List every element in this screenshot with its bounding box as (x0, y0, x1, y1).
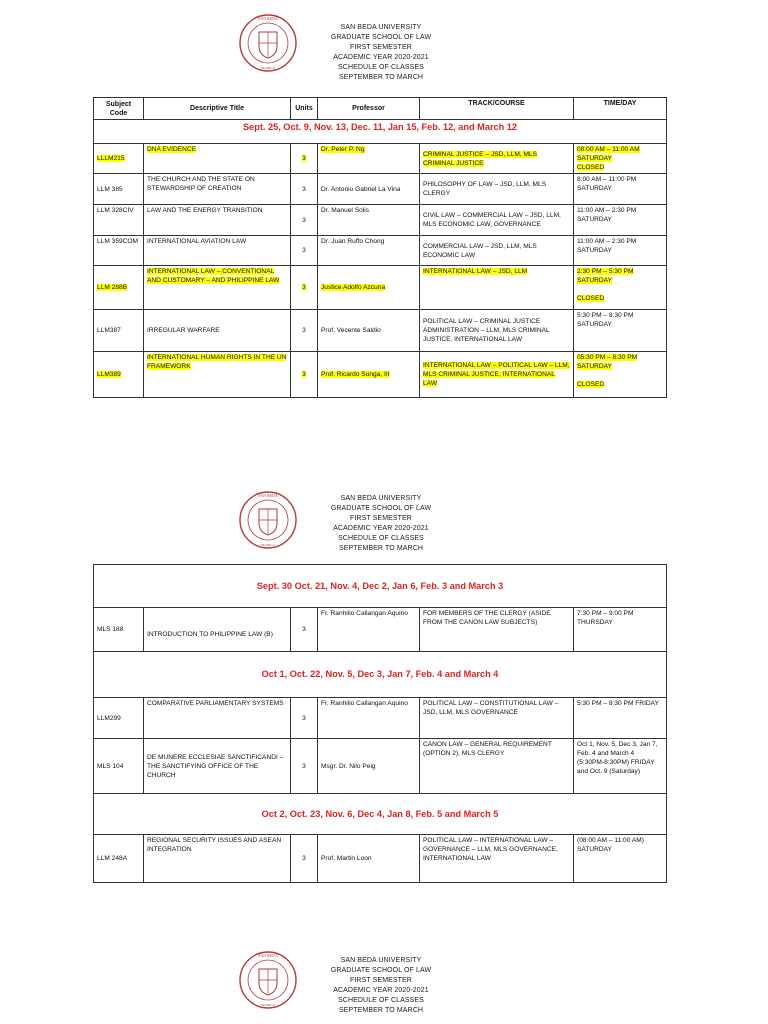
subject-code: LLM 328CIV (94, 205, 144, 236)
subject-code: LLLM215 (97, 155, 125, 162)
subject-code: LLM 288B (97, 284, 128, 291)
professor: Prof. Vecente Saldio (318, 310, 420, 352)
header-line: GRADUATE SCHOOL OF LAW (330, 505, 432, 513)
subject-code: LLM 248A (94, 835, 144, 883)
header-line: GRADUATE SCHOOL OF LAW (330, 967, 432, 975)
header-line: FIRST SEMESTER (350, 515, 412, 523)
table-row (94, 205, 667, 236)
svg-text:MANILA: MANILA (261, 543, 275, 547)
table-row (94, 739, 667, 794)
time-day: 11:00 AM – 2:30 PM SATURDAY (574, 205, 667, 236)
time-day: Oct 1, Nov. 5, Dec 3, Jan 7, Feb. 4 and March 4 (5:30PM-8:30PM) FRIDAY and Oct. 9 (Saturday) (574, 739, 667, 794)
table-row (94, 144, 667, 174)
header-line: SCHEDULE OF CLASSES (338, 997, 424, 1005)
units: 3 (302, 371, 306, 378)
course-title: INTERNATIONAL AVIATION LAW (144, 236, 291, 266)
table-row (94, 236, 667, 266)
header-line: SCHEDULE OF CLASSES (338, 535, 424, 543)
table-row (94, 608, 667, 652)
units: 3 (291, 310, 318, 352)
time-day: 7:30 PM – 9:00 PM THURSDAY (574, 608, 667, 652)
track: POLITICAL LAW – INTERNATIONAL LAW – GOVERNANCE – LLM, MLS GOVERNANCE, INTERNATIONAL LAW (420, 835, 574, 883)
subject-code: LLM 359COM (94, 236, 144, 266)
time-day: 5:30 PM – 8:30 PM SATURDAY (574, 310, 667, 352)
professor: Dr. Juan Ruffo Chong (318, 236, 420, 266)
time-day: 8:00 AM – 11:00 PM SATURDAY (574, 174, 667, 205)
header-line: SEPTEMBER TO MARCH (339, 1007, 423, 1015)
professor: Prof. Martin Loon (318, 835, 420, 883)
professor: Justice Adolfo Azcuna (321, 284, 386, 291)
time-day: 08:00 AM – 11:00 AM SATURDAY (577, 146, 640, 162)
date-banner: Sept. 25, Oct. 9, Nov. 13, Dec. 11, Jan 15, Feb. 12, and March 12 (94, 120, 667, 144)
units: 3 (291, 698, 318, 739)
date-banner: Oct 1, Oct. 22, Nov. 5, Dec 3, Jan 7, Feb. 4 and March 4 (94, 652, 667, 698)
track: PHILOSOPHY OF LAW – JSD, LLM, MLS CLERGY (420, 174, 574, 205)
header-line: GRADUATE SCHOOL OF LAW (330, 34, 432, 42)
professor: Dr. Peter P. Ng (321, 146, 365, 153)
professor: Prof. Ricardo Sunga, III (321, 371, 390, 378)
svg-text:MANILA: MANILA (261, 1003, 275, 1007)
col-header: Descriptive Title (144, 98, 291, 120)
university-seal (238, 942, 298, 1018)
professor: Dr. Antonio Gabriel La Vina (318, 174, 420, 205)
course-title: INTRODUCTION TO PHILIPPINE LAW (B) (144, 608, 291, 652)
header-line: ACADEMIC YEAR 2020-2021 (333, 987, 429, 995)
page-header (0, 5, 768, 85)
col-header: TRACK/COURSE (420, 98, 574, 120)
header-line: SAN BEDA UNIVERSITY (340, 957, 422, 964)
table-row (94, 310, 667, 352)
subject-code: LLM387 (94, 310, 144, 352)
track: INTERNATIONAL LAW – POLITICAL LAW – LLM, MLS CRIMINAL JUSTICE, INTERNATIONAL LAW (423, 362, 570, 387)
subject-code: LLM299 (94, 698, 144, 739)
status-closed: CLOSED (577, 381, 605, 388)
subject-code: MLS 188 (94, 608, 144, 652)
course-title: DE MUNERE ECCLESIAE SANCTIFICANDI – THE SANCTIFYING OFFICE OF THE CHURCH (144, 739, 291, 794)
subject-code: LLM389 (97, 371, 121, 378)
status-closed: CLOSED (577, 164, 605, 171)
track: INTERNATIONAL LAW – JSD, LLM (423, 268, 528, 275)
table-row (94, 698, 667, 739)
table-row (94, 835, 667, 883)
course-title: INTERNATIONAL HUMAN RIGHTS IN THE UN FRAMEWORK (147, 354, 287, 370)
subject-code: LLM 385 (94, 174, 144, 205)
header-text (306, 956, 456, 1017)
header-line: SEPTEMBER TO MARCH (339, 74, 423, 82)
table-row (94, 174, 667, 205)
units: 3 (302, 284, 306, 291)
time-day: 2:30 PM – 5:30 PM SATURDAY (577, 268, 634, 284)
course-title: COMPARATIVE PARLIAMENTARY SYSTEMS (144, 698, 291, 739)
svg-text:SAN BEDA: SAN BEDA (258, 953, 278, 958)
track: POLITICAL LAW – CRIMINAL JUSTICE ADMINISTRATION – LLM, MLS CRIMINAL JUSTICE, INTERNATIONAL LAW (420, 310, 574, 352)
course-title: REGIONAL SECURITY ISSUES AND ASEAN INTEGRATION (144, 835, 291, 883)
header-line: ACADEMIC YEAR 2020-2021 (333, 54, 429, 62)
page-header (0, 482, 768, 562)
col-header: TIME/DAY (574, 98, 667, 120)
units: 3 (291, 174, 318, 205)
units: 3 (291, 739, 318, 794)
header-text (306, 23, 456, 84)
col-header: Professor (318, 98, 420, 120)
units: 3 (291, 835, 318, 883)
time-day: 05:30 PM – 8:30 PM SATURDAY (577, 354, 638, 370)
track: CIVIL LAW – COMMERCIAL LAW – JSD, LLM, MLS ECONOMIC LAW, GOVERNANCE (420, 205, 574, 236)
units: 3 (291, 608, 318, 652)
header-line: SCHEDULE OF CLASSES (338, 64, 424, 72)
status-closed: CLOSED (577, 295, 605, 302)
header-text (306, 494, 456, 555)
university-seal (238, 482, 298, 558)
schedule-table-2 (93, 564, 667, 883)
track: COMMERCIAL LAW – JSD, LLM, MLS ECONOMIC LAW (420, 236, 574, 266)
course-title: LAW AND THE ENERGY TRANSITION (144, 205, 291, 236)
date-banner: Oct 2, Oct. 23, Nov. 6, Dec 4, Jan 8, Feb. 5 and March 5 (94, 794, 667, 835)
course-title: IRREGULAR WARFARE (144, 310, 291, 352)
header-line: FIRST SEMESTER (350, 44, 412, 52)
course-title: THE CHURCH AND THE STATE ON STEWARDSHIP OF CREATION (144, 174, 291, 205)
time-day: (08:00 AM – 11:00 AM) SATURDAY (574, 835, 667, 883)
professor: Fr. Ranhilio Callangan Aquino (318, 698, 420, 739)
svg-text:SAN BEDA: SAN BEDA (258, 16, 278, 21)
col-header: Units (291, 98, 318, 120)
professor: Msgr. Dr. Nilo Peig (318, 739, 420, 794)
units: 3 (302, 155, 306, 162)
header-line: SAN BEDA UNIVERSITY (340, 24, 422, 31)
university-seal (238, 5, 298, 81)
header-line: SAN BEDA UNIVERSITY (340, 495, 422, 502)
track: CANON LAW – GENERAL REQUIREMENT (OPTION 2), MLS CLERGY (420, 739, 574, 794)
date-banner: Sept. 30 Oct. 21, Nov. 4, Dec 2, Jan 6, Feb. 3 and March 3 (94, 565, 667, 608)
header-line: FIRST SEMESTER (350, 977, 412, 985)
header-line: SEPTEMBER TO MARCH (339, 545, 423, 553)
units: 3 (291, 236, 318, 266)
course-title: INTERNATIONAL LAW – CONVENTIONAL AND CUSTOMARY – AND PHILIPPINE LAW (147, 268, 280, 284)
schedule-table-1 (93, 97, 667, 398)
svg-text:MANILA: MANILA (261, 66, 275, 70)
professor: Fr. Ranhilio Callangan Aquino (318, 608, 420, 652)
track: FOR MEMBERS OF THE CLERGY (ASIDE FROM THE CANON LAW SUBJECTS) (420, 608, 574, 652)
time-day: 5:30 PM – 8:30 PM FRIDAY (574, 698, 667, 739)
track: POLITICAL LAW – CONSTITUTIONAL LAW – JSD, LLM, MLS GOVERNANCE (420, 698, 574, 739)
table-row (94, 352, 667, 398)
col-header: Subject Code (94, 98, 144, 120)
track: CRIMINAL JUSTICE – JSD, LLM, MLS CRIMINAL JUSTICE (423, 150, 538, 167)
professor: Dr. Manuel Solis (318, 205, 420, 236)
course-title: DNA EVIDENCE (147, 146, 197, 153)
table-row (94, 266, 667, 310)
subject-code: MLS 104 (94, 739, 144, 794)
units: 3 (291, 205, 318, 236)
header-line: ACADEMIC YEAR 2020-2021 (333, 525, 429, 533)
page-header (0, 942, 768, 1022)
time-day: 11:00 AM – 2:30 PM SATURDAY (574, 236, 667, 266)
svg-text:SAN BEDA: SAN BEDA (258, 493, 278, 498)
